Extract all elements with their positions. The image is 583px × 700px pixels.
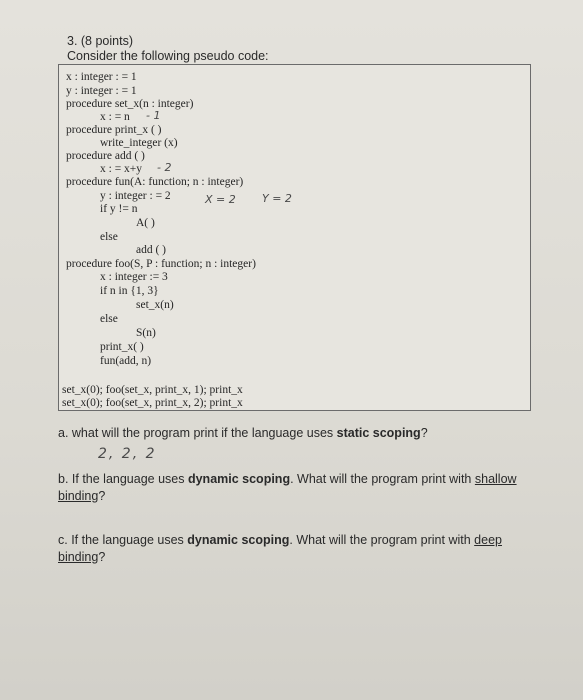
question-c [58, 532, 538, 566]
code-line: if n in {1, 3} [100, 285, 159, 297]
handwritten-note: - 1 [146, 109, 161, 122]
question-b-text: b. If the language uses [58, 472, 188, 486]
code-line: print_x( ) [100, 341, 144, 353]
code-line: y : integer : = 2 [100, 190, 171, 202]
code-line: procedure add ( ) [66, 150, 145, 162]
handwritten-note: - 2 [157, 161, 172, 174]
question-c-underline-2: binding [58, 550, 99, 564]
handwritten-answer-a: 2, 2, 2 [98, 446, 157, 462]
question-a [58, 426, 428, 440]
code-line: else [100, 231, 118, 243]
code-line: write_integer (x) [100, 137, 178, 149]
question-c-mid: . What will the program print with [289, 533, 475, 547]
code-line: x : = x+y [100, 163, 143, 175]
question-b-suffix: ? [98, 489, 106, 503]
code-line: x : integer : = 1 [66, 71, 137, 83]
code-line: if y != n [100, 203, 138, 215]
code-line: S(n) [136, 327, 156, 339]
code-line: set_x(n) [136, 299, 174, 311]
question-b-underline: shallow [474, 472, 517, 486]
question-title: 3. (8 points) [67, 34, 134, 48]
question-b [58, 471, 538, 505]
code-line: add ( ) [136, 244, 167, 256]
code-line: fun(add, n) [100, 355, 152, 367]
code-line: x : integer := 3 [100, 271, 168, 283]
question-c-underline: deep [474, 533, 502, 547]
question-b-underline-2: binding [58, 489, 99, 503]
question-c-bold: dynamic scoping [187, 533, 290, 547]
code-line: else [100, 313, 118, 325]
code-line: procedure fun(A: function; n : integer) [66, 176, 244, 188]
code-line: procedure foo(S, P : function; n : integer) [66, 258, 256, 270]
handwritten-note: X = 2 [205, 193, 236, 206]
question-a-suffix: ? [420, 426, 428, 440]
question-c-suffix: ? [98, 550, 106, 564]
code-line: y : integer : = 1 [66, 85, 137, 97]
code-line: procedure print_x ( ) [66, 124, 162, 136]
handwritten-note: Y = 2 [262, 192, 292, 205]
question-c-text: c. If the language uses [58, 533, 188, 547]
question-b-mid: . What will the program print with [290, 472, 475, 486]
question-b-bold: dynamic scoping [187, 472, 291, 486]
code-line: set_x(0); foo(set_x, print_x, 2); print_x [62, 397, 243, 409]
code-line: A( ) [136, 217, 155, 229]
code-line: set_x(0); foo(set_x, print_x, 1); print_x [62, 384, 243, 396]
code-line: x : = n [100, 111, 130, 123]
question-a-text: a. what will the program print if the language uses [58, 426, 337, 440]
question-subtitle: Consider the following pseudo code: [67, 49, 269, 63]
code-line: procedure set_x(n : integer) [66, 98, 194, 110]
question-a-bold: static scoping [336, 426, 421, 440]
